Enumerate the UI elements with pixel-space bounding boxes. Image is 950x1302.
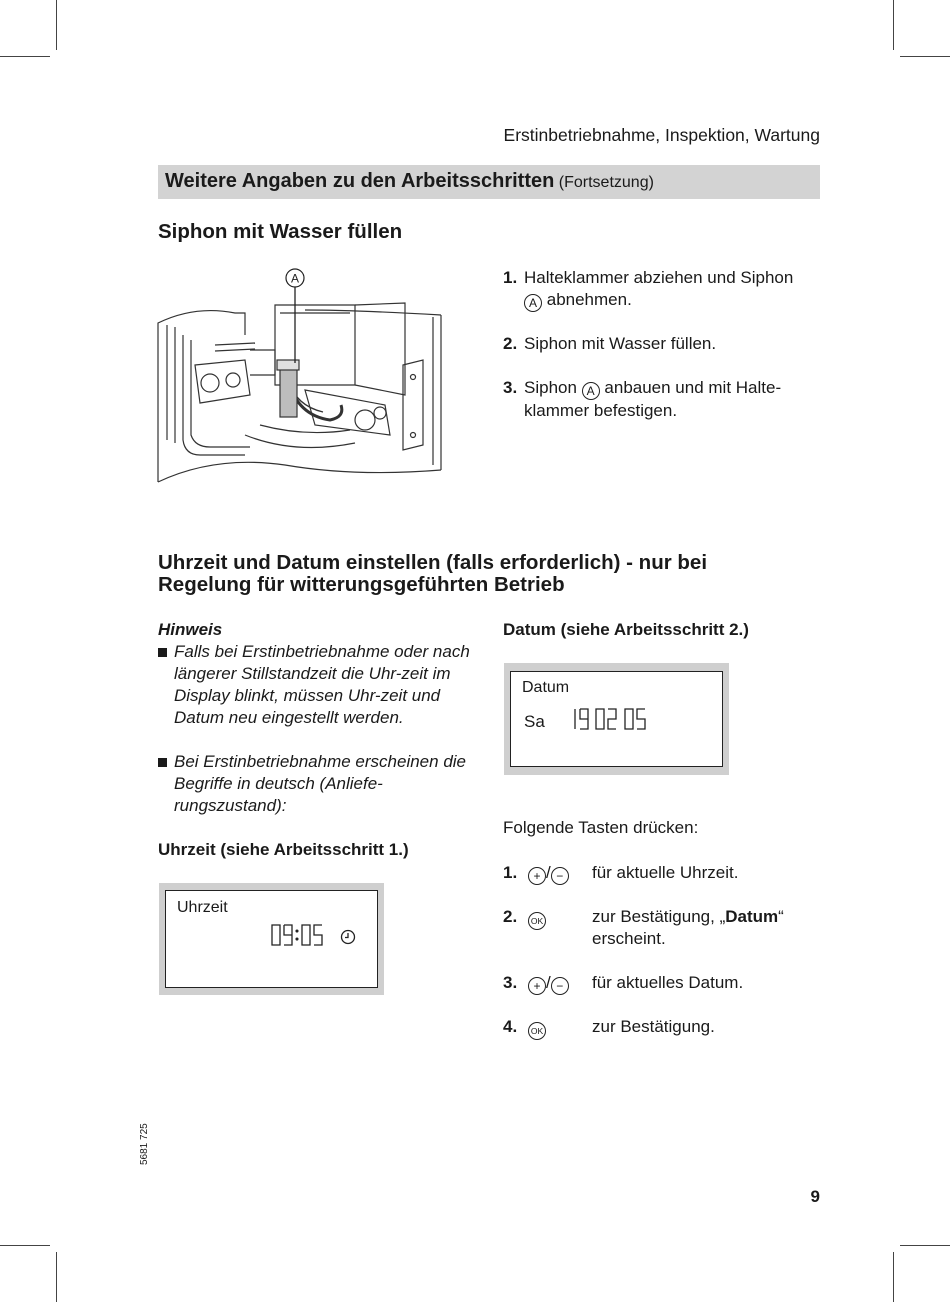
clock-icon xyxy=(340,929,356,945)
date-display xyxy=(504,663,729,775)
ok-key-icon: OK xyxy=(528,1022,546,1040)
bullet-square-icon xyxy=(158,758,167,767)
date-lcd-digits xyxy=(567,707,651,731)
crop-mark xyxy=(893,0,894,50)
plus-key-icon: + xyxy=(528,977,546,995)
crop-mark xyxy=(900,1245,950,1246)
time-heading: Uhrzeit (siehe Arbeitsschritt 1.) xyxy=(158,840,409,859)
crop-mark xyxy=(0,56,50,57)
section-title: Weitere Angaben zu den Arbeitsschritten xyxy=(165,170,555,192)
siphon-heading: Siphon mit Wasser füllen xyxy=(158,220,403,243)
minus-key-icon: − xyxy=(551,977,569,995)
note-title: Hinweis xyxy=(158,620,223,639)
time-display-label: Uhrzeit xyxy=(177,899,228,916)
section-subtitle: (Fortsetzung) xyxy=(558,174,654,191)
date-heading: Datum (siehe Arbeitsschritt 2.) xyxy=(503,620,749,639)
crop-mark xyxy=(56,0,57,50)
page-number: 9 xyxy=(810,1187,820,1206)
label-a-marker: A xyxy=(582,382,600,400)
ok-key-icon: OK xyxy=(528,912,546,930)
time-display xyxy=(159,883,384,995)
crop-mark xyxy=(0,1245,50,1246)
minus-key-icon: − xyxy=(551,867,569,885)
date-display-label: Datum xyxy=(522,679,570,696)
clock-heading: Uhrzeit und Datum einstellen (falls erforderlich) - nur bei Regelung für witterungsgeführten Betrieb xyxy=(158,551,708,596)
siphon-figure-label: A xyxy=(290,271,300,286)
section-header xyxy=(158,165,820,199)
plus-key-icon: + xyxy=(528,867,546,885)
crop-mark xyxy=(56,1252,57,1302)
label-a-marker: A xyxy=(524,294,542,312)
bullet-square-icon xyxy=(158,648,167,657)
date-display-day: Sa xyxy=(524,712,545,731)
running-title: Erstinbetriebnahme, Inspektion, Wartung xyxy=(503,125,820,145)
crop-mark xyxy=(893,1252,894,1302)
doc-number: 5681 725 xyxy=(139,1123,150,1165)
keys-intro: Folgende Tasten drücken: xyxy=(503,818,699,837)
time-lcd-digits xyxy=(270,923,326,947)
siphon-illustration xyxy=(155,265,445,485)
crop-mark xyxy=(900,56,950,57)
